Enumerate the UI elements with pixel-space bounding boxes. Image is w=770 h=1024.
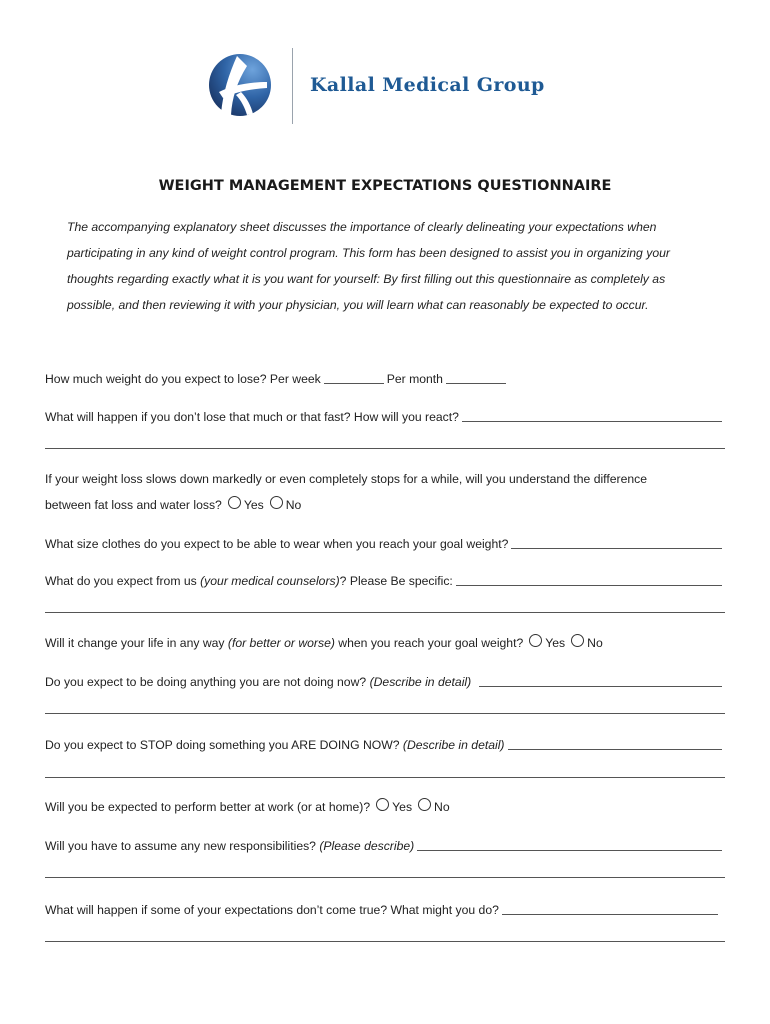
question-clothes-size [45, 536, 725, 551]
question-not-lose [45, 409, 725, 424]
no-option[interactable]: No [571, 636, 603, 650]
question-text: How much weight do you expect to lose? Per week [45, 372, 321, 386]
question-text: between fat loss and water loss? [45, 498, 222, 512]
answer-field[interactable] [479, 674, 722, 687]
answer-field[interactable] [456, 573, 722, 586]
question-emphasis: (for better or worse) [227, 636, 335, 650]
question-text: What will happen if you don’t lose that much or that fast? How will you react? [45, 410, 459, 424]
question-text: Will you be expected to perform better at work (or at home)? [45, 800, 371, 814]
radio-circle-icon[interactable] [529, 634, 542, 647]
question-text: What size clothes do you expect to be able to wear when you reach your goal weight? [45, 537, 509, 551]
question-doing-anything [45, 674, 725, 689]
intro-line: participating in any kind of weight control program. This form has been designed to assist you in organizing your [67, 246, 670, 260]
intro-line: The accompanying explanatory sheet discusses the importance of clearly delineating your expectations when [67, 220, 657, 234]
yes-option[interactable]: Yes [376, 800, 412, 814]
question-change-life [45, 636, 603, 650]
question-stop-doing [45, 737, 725, 752]
radio-circle-icon[interactable] [376, 798, 389, 811]
answer-field[interactable] [511, 536, 722, 549]
question-perform-better [45, 800, 450, 814]
yes-option[interactable]: Yes [529, 636, 565, 650]
question-weight-slows [45, 472, 647, 486]
yes-option[interactable]: Yes [228, 498, 264, 512]
question-text: What will happen if some of your expectations don’t come true? What might you do? [45, 903, 499, 917]
brand-name: Kallal Medical Group [310, 74, 545, 96]
question-emphasis: (your medical counselors) [200, 574, 340, 588]
answer-line[interactable] [45, 612, 725, 613]
form-title: WEIGHT MANAGEMENT EXPECTATIONS QUESTIONNAIRE [158, 178, 612, 194]
per-month-field[interactable] [446, 371, 506, 384]
answer-line[interactable] [45, 941, 725, 942]
question-expectations-fail [45, 902, 721, 917]
question-text: Do you expect to STOP doing something you ARE DOING NOW? [45, 738, 403, 752]
question-weight-slows-line2 [45, 498, 301, 512]
question-text: ? Please Be specific: [339, 574, 453, 588]
radio-circle-icon[interactable] [270, 496, 283, 509]
kallal-logo-icon [207, 52, 273, 118]
question-expect-from-us [45, 573, 725, 588]
answer-field[interactable] [417, 838, 722, 851]
radio-circle-icon[interactable] [228, 496, 241, 509]
answer-field[interactable] [502, 902, 718, 915]
radio-circle-icon[interactable] [571, 634, 584, 647]
question-text: Will it change your life in any way [45, 636, 228, 650]
question-emphasis: (Please describe) [319, 839, 415, 853]
no-option[interactable]: No [418, 800, 450, 814]
question-new-responsibilities [45, 838, 725, 853]
radio-circle-icon[interactable] [418, 798, 431, 811]
per-month-label: Per month [386, 372, 443, 386]
question-weight-loss [45, 371, 509, 386]
intro-paragraph [67, 214, 707, 318]
answer-field[interactable] [462, 409, 722, 422]
question-text: when you reach your goal weight? [334, 636, 524, 650]
question-text: Do you expect to be doing anything you are not doing now? [45, 675, 370, 689]
question-emphasis: (Describe in detail) [369, 675, 472, 689]
question-text: What do you expect from us [45, 574, 201, 588]
answer-line[interactable] [45, 713, 725, 714]
answer-field[interactable] [508, 737, 723, 750]
question-text: Will you have to assume any new responsibilities? [45, 839, 320, 853]
question-emphasis: (Describe in detail) [402, 738, 505, 752]
intro-line: thoughts regarding exactly what it is you want for yourself: By first filling out this questionnaire as completely as [67, 272, 666, 286]
answer-line[interactable] [45, 877, 725, 878]
logo-divider [292, 48, 293, 124]
per-week-field[interactable] [324, 371, 384, 384]
intro-line: possible, and then reviewing it with your physician, you will learn what can reasonably be expected to occur. [67, 298, 649, 312]
question-text: If your weight loss slows down markedly or even completely stops for a while, will you understand the difference [45, 472, 647, 486]
no-option[interactable]: No [270, 498, 302, 512]
answer-line[interactable] [45, 777, 725, 778]
answer-line[interactable] [45, 448, 725, 449]
